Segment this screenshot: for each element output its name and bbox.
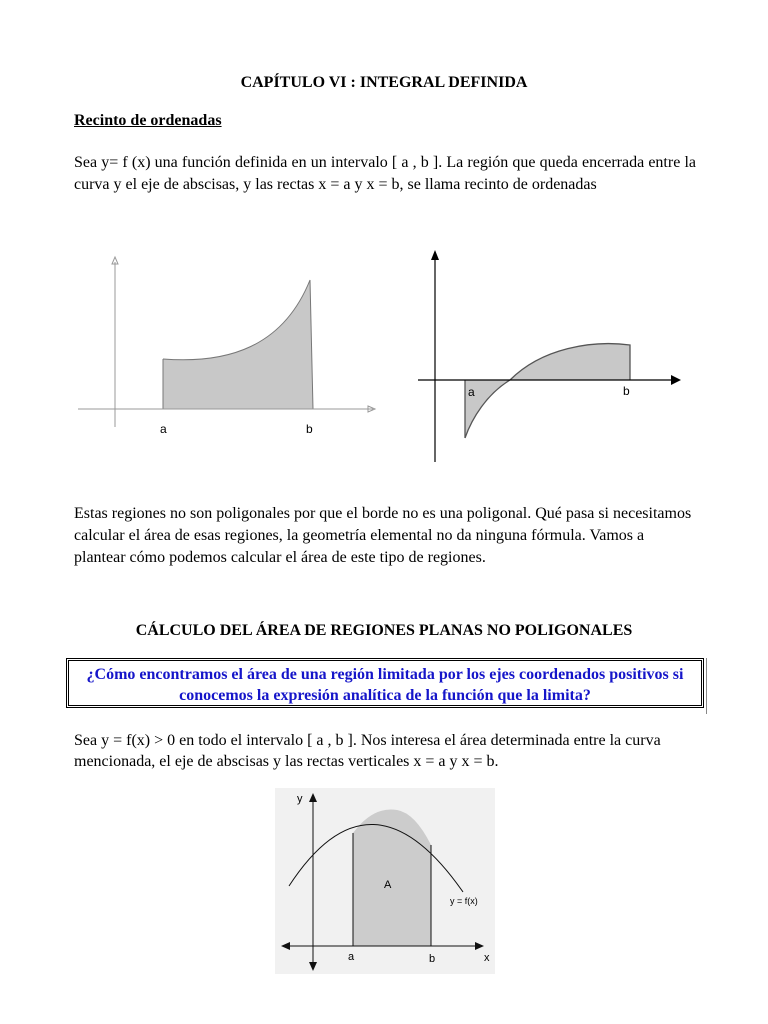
figure-recinto-positivo bbox=[78, 252, 383, 442]
question-box-edge bbox=[706, 658, 707, 714]
label-b: b bbox=[623, 384, 630, 398]
paragraph-definition: Sea y= f (x) una función definida en un intervalo [ a , b ]. La región que queda encerrada entre la curva y el eje de abscisas, y las rectas x = a y x = b, se llama recinto de ordenadas bbox=[74, 154, 696, 193]
label-a: a bbox=[160, 422, 167, 436]
paragraph-no-poligonales: Estas regiones no son poligonales por que el borde no es una poligonal. Qué pasa si necesitamos calcular el área de esas regiones, la geometría elemental no da ninguna fórmula. Vamos a plantear cómo podemos calcular el área de este tipo de regiones. bbox=[74, 505, 692, 566]
shaded-region bbox=[163, 280, 313, 409]
label-y: y bbox=[297, 793, 303, 805]
x-axis-arrow-icon bbox=[671, 375, 681, 385]
calc-title: CÁLCULO DEL ÁREA DE REGIONES PLANAS NO POLIGONALES bbox=[135, 622, 633, 639]
section-title: Recinto de ordenadas bbox=[74, 112, 222, 129]
figure-area-bajo-curva bbox=[275, 788, 495, 974]
label-x: x bbox=[484, 952, 490, 964]
label-a: a bbox=[348, 951, 355, 963]
label-b: b bbox=[429, 953, 436, 965]
label-a: a bbox=[468, 385, 475, 399]
figure-recinto-signo bbox=[412, 248, 692, 468]
label-function: y = f(x) bbox=[450, 896, 478, 906]
y-axis-arrow-icon bbox=[431, 250, 439, 260]
shaded-area bbox=[353, 809, 431, 946]
label-area: A bbox=[384, 879, 392, 891]
label-b: b bbox=[306, 422, 313, 436]
question-box: ¿Cómo encontramos el área de una región limitada por los ejes coordenados positivos si conocemos la expresión analítica de la función que la limita? bbox=[66, 658, 704, 708]
paragraph-area-definition: Sea y = f(x) > 0 en todo el intervalo [ a , b ]. Nos interesa el área determinada entre la curva mencionada, el eje de abscisas y las rectas verticales x = a y x = b. bbox=[74, 732, 661, 770]
shaded-region-positive bbox=[510, 344, 630, 380]
chapter-title: CAPÍTULO VI : INTEGRAL DEFINIDA bbox=[240, 74, 528, 91]
